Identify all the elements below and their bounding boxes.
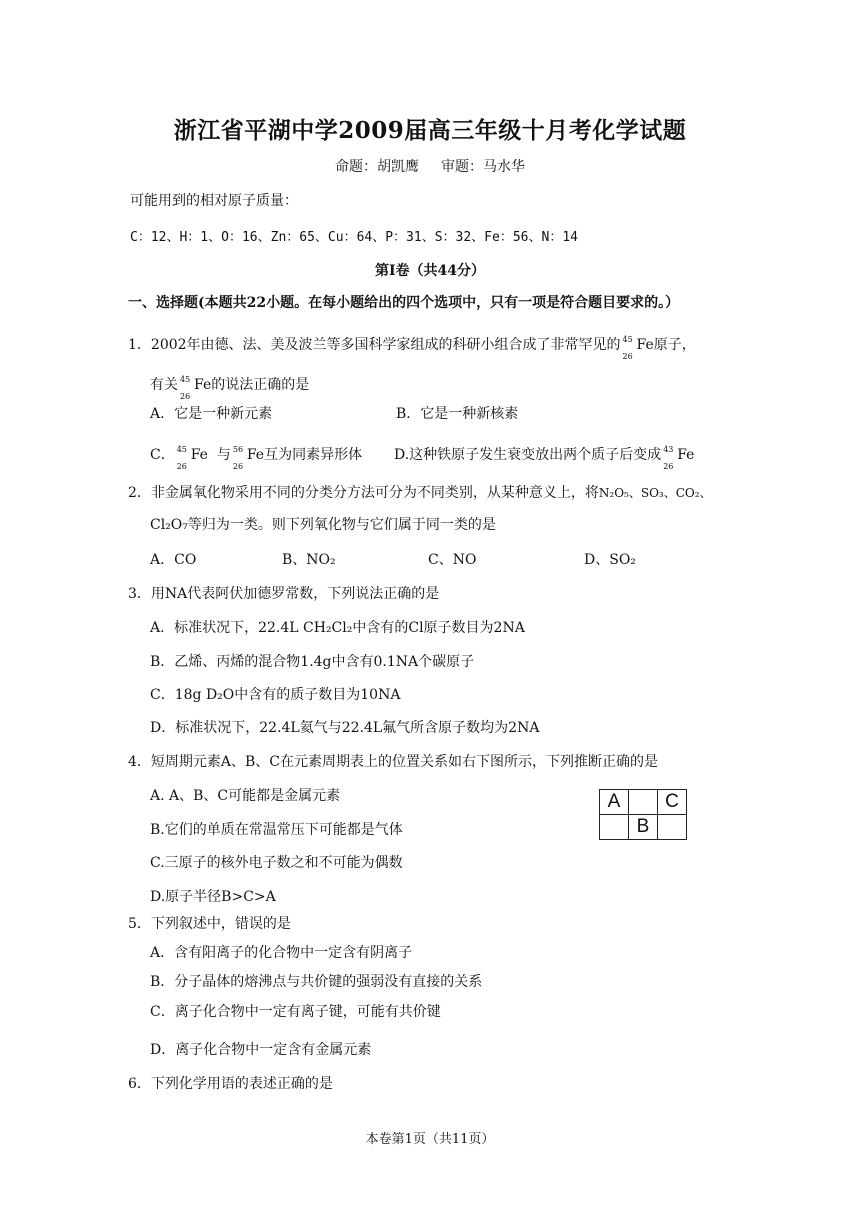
question-1-option-c: C． 45 26 Fe 与 56 26 Fe互为同素异形体: [150, 445, 363, 471]
question-5-stem: 5．下列叙述中，错误的是: [128, 916, 291, 932]
question-3-option-b: B．乙烯、丙烯的混合物1.4g中含有0.1NA个碳原子: [150, 654, 475, 670]
question-4-option-d: D.原子半径B>C>A: [150, 889, 276, 905]
question-1-option-d: D.这种铁原子发生衰变放出两个质子后变成 43 26 Fe: [394, 445, 695, 471]
question-1-option-b: B．它是一种新核素: [396, 406, 519, 422]
page-footer: 本卷第1页（共11页）: [365, 1132, 495, 1147]
grid-cell-empty: [658, 815, 687, 840]
question-2-line2: Cl₂O₇等归为一类。则下列氧化物与它们属于同一类的是: [150, 517, 496, 533]
question-1-line2: 有关 45 26 Fe的说法正确的是: [150, 375, 310, 401]
atomic-mass-intro: 可能用到的相对原子质量：: [130, 193, 298, 209]
question-2-stem: 2．非金属氧化物采用不同的分类分方法可分为不同类别，从某种意义上，将N₂O₅、SO₃、CO₂、: [128, 485, 712, 501]
question-3-option-d: D．标准状况下，22.4L氦气与22.4L氟气所含原子数均为2NA: [150, 720, 540, 736]
reviewer: 审题：马水华: [441, 159, 525, 175]
periodic-position-grid: [599, 789, 687, 840]
grid-cell-b: B: [629, 815, 658, 840]
proposer: 命题：胡凯鹰: [335, 159, 419, 175]
grid-cell-empty: [600, 815, 629, 840]
atomic-mass-list: C：12、H：1、O：16、Zn：65、Cu：64、P：31、S：32、Fe：56、N：14: [130, 230, 578, 245]
question-1-option-a: A．它是一种新元素: [150, 406, 273, 422]
author-line: [0, 156, 860, 176]
question-2-option-b: B、NO₂: [282, 552, 336, 568]
grid-cell-empty: [629, 790, 658, 815]
question-5-option-b: B．分子晶体的熔沸点与共价键的强弱没有直接的关系: [150, 974, 483, 990]
question-5-option-c: C．离子化合物中一定有离子键，可能有共价键: [150, 1004, 441, 1020]
question-5-option-d: D．离子化合物中一定含有金属元素: [150, 1042, 372, 1058]
grid-cell-c: C: [658, 790, 687, 815]
question-1-stem: 1．2002年由德、法、美及波兰等多国科学家组成的科研小组合成了非常罕见的 45 26 Fe原子，: [128, 335, 696, 361]
question-5-option-a: A．含有阳离子的化合物中一定含有阴离子: [150, 945, 413, 961]
part-one-heading: 一、选择题(本题共22小题。在每小题给出的四个选项中，只有一项是符合题目要求的。）: [128, 295, 680, 311]
question-4-option-a: A. A、B、C可能都是金属元素: [150, 788, 341, 804]
question-3-option-a: A．标准状况下，22.4L CH₂Cl₂中含有的Cl原子数目为2NA: [150, 620, 525, 636]
section-title: 第Ⅰ卷（共44分）: [374, 263, 486, 279]
question-3-option-c: C．18g D₂O中含有的质子数目为10NA: [150, 687, 401, 703]
grid-cell-a: A: [600, 790, 629, 815]
question-2-option-d: D、SO₂: [584, 552, 636, 568]
page-title: 浙江省平湖中学2009届高三年级十月考化学试题: [173, 117, 687, 144]
question-2-option-a: A．CO: [150, 552, 197, 568]
question-6-stem: 6．下列化学用语的表述正确的是: [128, 1076, 333, 1092]
question-3-stem: 3．用NA代表阿伏加德罗常数，下列说法正确的是: [128, 586, 440, 602]
question-4-option-b: B.它们的单质在常温常压下可能都是气体: [150, 822, 403, 838]
question-2-option-c: C、NO: [428, 552, 477, 568]
question-4-stem: 4．短周期元素A、B、C在元素周期表上的位置关系如右下图所示，下列推断正确的是: [128, 754, 659, 770]
question-4-option-c: C.三原子的核外电子数之和不可能为偶数: [150, 855, 403, 871]
